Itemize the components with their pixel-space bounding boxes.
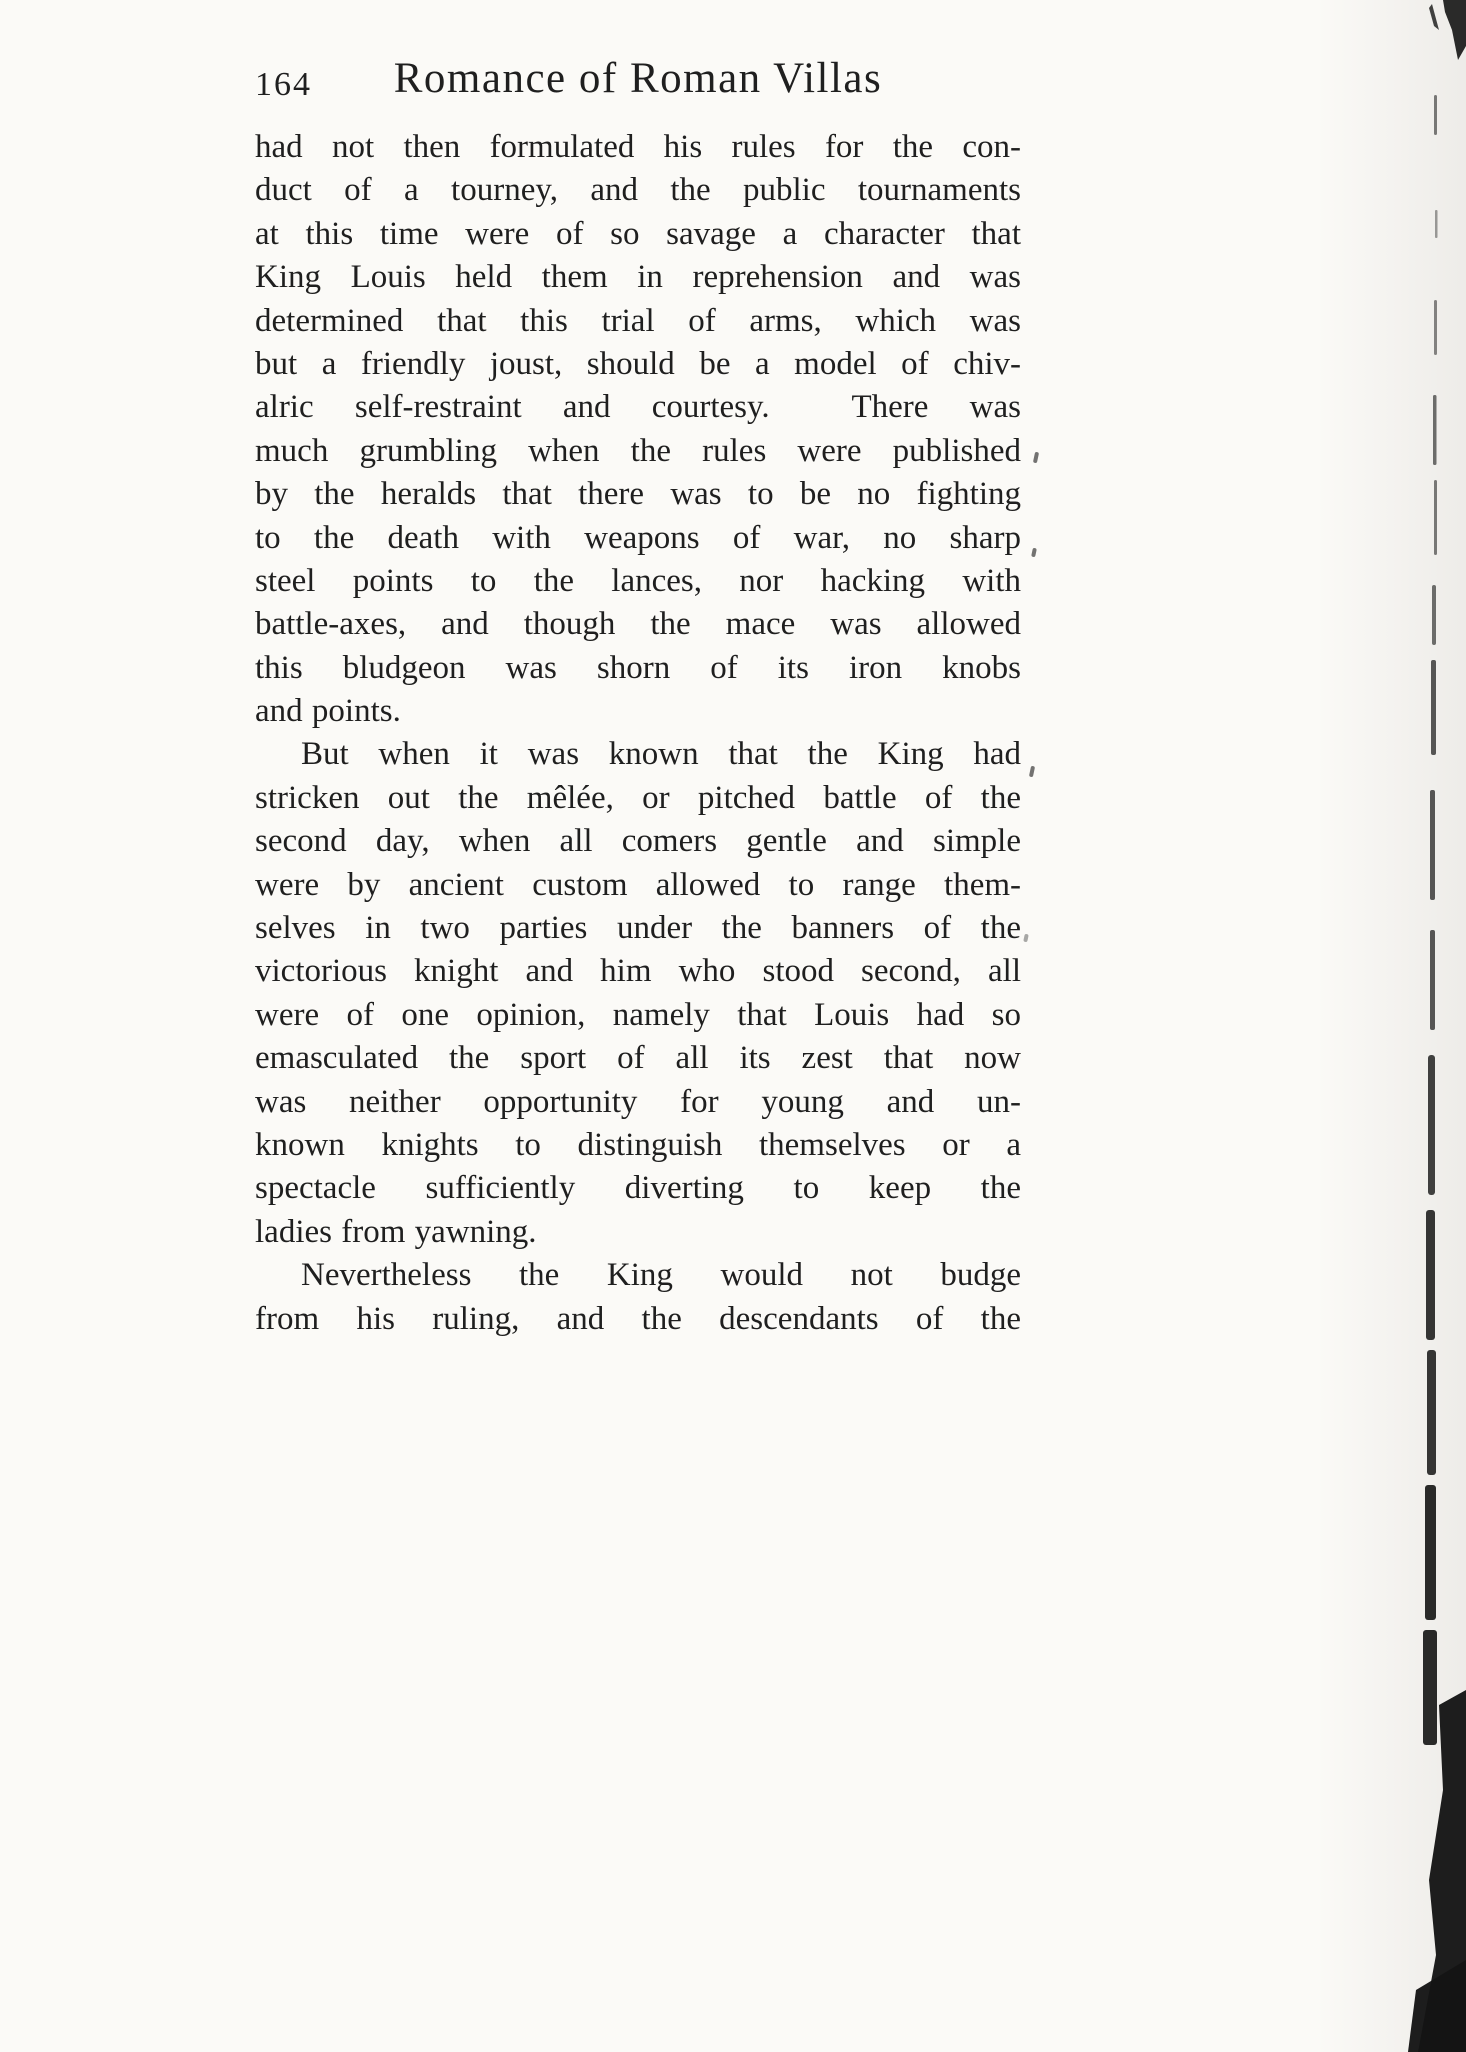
text-line: steel points to the lances, nor hacking with [255,562,1021,599]
text-line: battle-axes, and though the mace was allowed [255,606,1021,643]
text-line: at this time were of so savage a character that [255,215,1021,252]
text-line: and points. [255,693,401,730]
ink-speck [1033,452,1039,464]
ink-speck [1031,548,1037,558]
text-line: from his ruling, and the descendants of the [255,1300,1021,1337]
ink-speck [1029,766,1035,778]
text-line: much grumbling when the rules were published [255,432,1021,469]
text-line: but a friendly joust, should be a model of chiv- [255,345,1021,382]
text-line: stricken out the mêlée, or pitched battle of the [255,779,1021,816]
text-line: ladies from yawning. [255,1213,537,1250]
text-line: were of one opinion, namely that Louis had so [255,996,1021,1033]
page-number: 164 [255,66,312,103]
text-line: spectacle sufficiently diverting to keep the [255,1170,1021,1207]
text-line: was neither opportunity for young and un- [255,1083,1021,1120]
ink-speck [1023,934,1029,943]
text-line: But when it was known that the King had [301,736,1021,773]
page-title: Romance of Roman Villas [393,55,883,102]
text-line: this bludgeon was shorn of its iron knobs [255,649,1021,686]
page-header [255,48,1021,110]
text-line: known knights to distinguish themselves or a [255,1126,1021,1163]
text-line: duct of a tourney, and the public tournaments [255,172,1021,209]
text-line: by the heralds that there was to be no fighting [255,476,1021,513]
text-line: emasculated the sport of all its zest that now [255,1040,1021,1077]
text-line: second day, when all comers gentle and simple [255,823,1021,860]
text-line: victorious knight and him who stood second, all [255,953,1021,990]
body-text [255,126,1021,1341]
text-line: were by ancient custom allowed to range them- [255,866,1021,903]
text-line: alric self-restraint and courtesy. There was [255,389,1021,426]
text-line: Nevertheless the King would not budge [301,1257,1021,1294]
text-line: selves in two parties under the banners of the [255,910,1021,947]
text-line: determined that this trial of arms, which was [255,302,1021,339]
binding-shadow-artifact [1346,0,1466,2052]
text-line: to the death with weapons of war, no sharp [255,519,1021,556]
text-line: King Louis held them in reprehension and was [255,259,1021,296]
text-line: had not then formulated his rules for the con- [255,129,1021,165]
